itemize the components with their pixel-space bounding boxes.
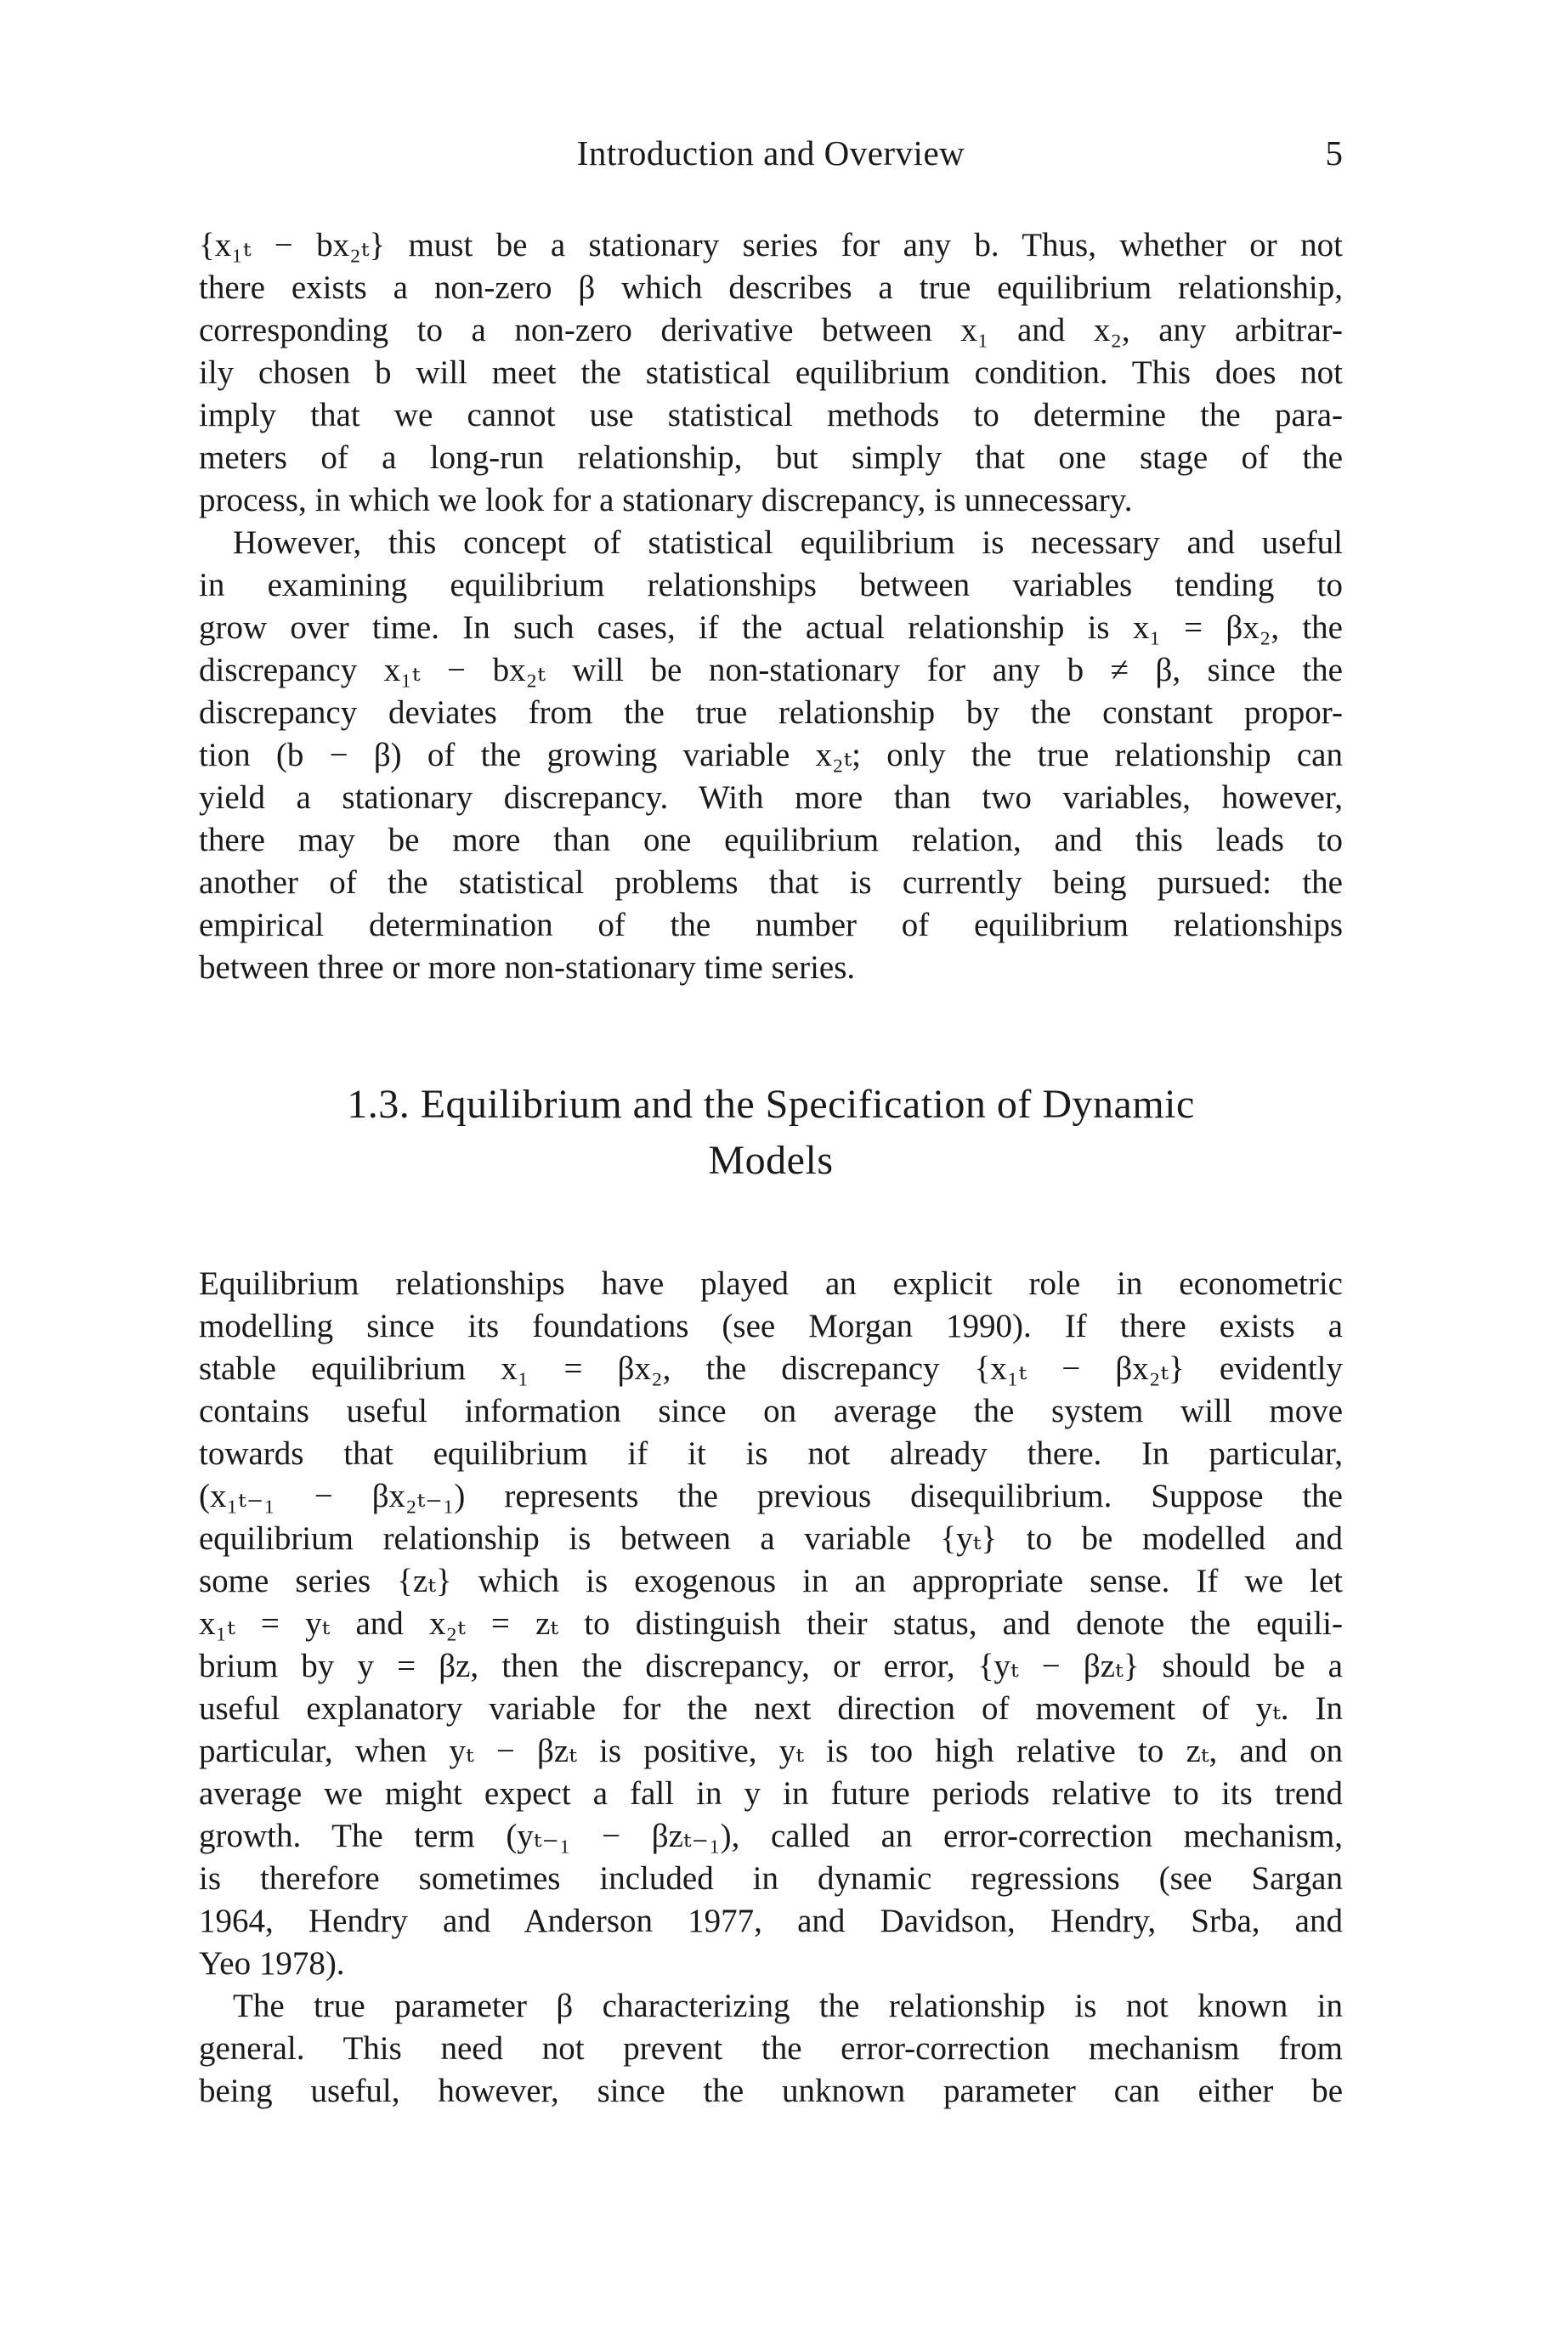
text-line: discrepancy x₁ₜ − bx₂ₜ will be non-stationary for any b ≠ β, since the (199, 652, 1343, 688)
text-line: x₁ₜ = yₜ and x₂ₜ = zₜ to distinguish their status, and denote the equili- (199, 1605, 1343, 1642)
text-line: there exists a non-zero β which describes a true equilibrium relationship, (199, 269, 1343, 306)
text-line: 1964, Hendry and Anderson 1977, and Davidson, Hendry, Srba, and (199, 1903, 1343, 1939)
section-heading-continued: Models (708, 1138, 834, 1183)
text-line: is therefore sometimes included in dynamic regressions (see Sargan (199, 1860, 1343, 1897)
text-line: Yeo 1978). (199, 1945, 345, 1982)
text-line: contains useful information since on average the system will move (199, 1393, 1343, 1429)
text-line: tion (b − β) of the growing variable x₂ₜ; only the true relationship can (199, 737, 1343, 773)
text-line: empirical determination of the number of equilibrium relationships (199, 907, 1343, 943)
text-line: some series {zₜ} which is exogenous in an appropriate sense. If we let (199, 1563, 1343, 1599)
text-line: Equilibrium relationships have played an explicit role in econometric (199, 1265, 1343, 1302)
book-page (199, 0, 1343, 2348)
text-line: average we might expect a fall in y in future periods relative to its trend (199, 1775, 1343, 1812)
text-line: another of the statistical problems that is currently being pursued: the (199, 864, 1343, 901)
text-line: yield a stationary discrepancy. With more than two variables, however, (199, 779, 1343, 816)
text-line: there may be more than one equilibrium relation, and this leads to (199, 822, 1343, 858)
text-line: ily chosen b will meet the statistical equilibrium condition. This does not (199, 354, 1343, 391)
text-line: imply that we cannot use statistical methods to determine the para- (199, 397, 1343, 433)
text-line: towards that equilibrium if it is not already there. In particular, (199, 1435, 1343, 1472)
text-line: general. This need not prevent the error-correction mechanism from (199, 2030, 1343, 2067)
text-line: (x₁ₜ₋₁ − βx₂ₜ₋₁) represents the previous disequilibrium. Suppose the (199, 1478, 1343, 1514)
text-line: equilibrium relationship is between a variable {yₜ} to be modelled and (199, 1520, 1343, 1557)
running-title: Introduction and Overview (576, 133, 965, 173)
text-line: meters of a long-run relationship, but simply that one stage of the (199, 439, 1343, 476)
section-heading: 1.3. Equilibrium and the Specification of Dynamic (347, 1082, 1195, 1127)
text-line: particular, when yₜ − βzₜ is positive, yₜ is too high relative to zₜ, and on (199, 1733, 1343, 1769)
text-line: The true parameter β characterizing the relationship is not known in (233, 1988, 1343, 2024)
text-line: corresponding to a non-zero derivative between x₁ and x₂, any arbitrar- (199, 312, 1343, 348)
text-line: However, this concept of statistical equilibrium is necessary and useful (233, 524, 1343, 561)
text-line: growth. The term (yₜ₋₁ − βzₜ₋₁), called an error-correction mechanism, (199, 1818, 1343, 1854)
text-line: brium by y = βz, then the discrepancy, or error, {yₜ − βzₜ} should be a (199, 1648, 1343, 1684)
text-line: in examining equilibrium relationships between variables tending to (199, 567, 1343, 603)
text-line: {x₁ₜ − bx₂ₜ} must be a stationary series for any b. Thus, whether or not (199, 227, 1343, 263)
text-line: grow over time. In such cases, if the actual relationship is x₁ = βx₂, the (199, 609, 1343, 646)
text-line: process, in which we look for a stationary discrepancy, is unnecessary. (199, 482, 1133, 518)
text-line: modelling since its foundations (see Morgan 1990). If there exists a (199, 1308, 1343, 1344)
page-number: 5 (1325, 133, 1343, 173)
text-line: useful explanatory variable for the next direction of movement of yₜ. In (199, 1690, 1343, 1727)
text-line: discrepancy deviates from the true relationship by the constant propor- (199, 694, 1343, 731)
text-line: stable equilibrium x₁ = βx₂, the discrepancy {x₁ₜ − βx₂ₜ} evidently (199, 1350, 1343, 1387)
text-line: between three or more non-stationary time series. (199, 949, 856, 986)
running-head (199, 127, 1343, 178)
text-line: being useful, however, since the unknown parameter can either be (199, 2073, 1343, 2109)
